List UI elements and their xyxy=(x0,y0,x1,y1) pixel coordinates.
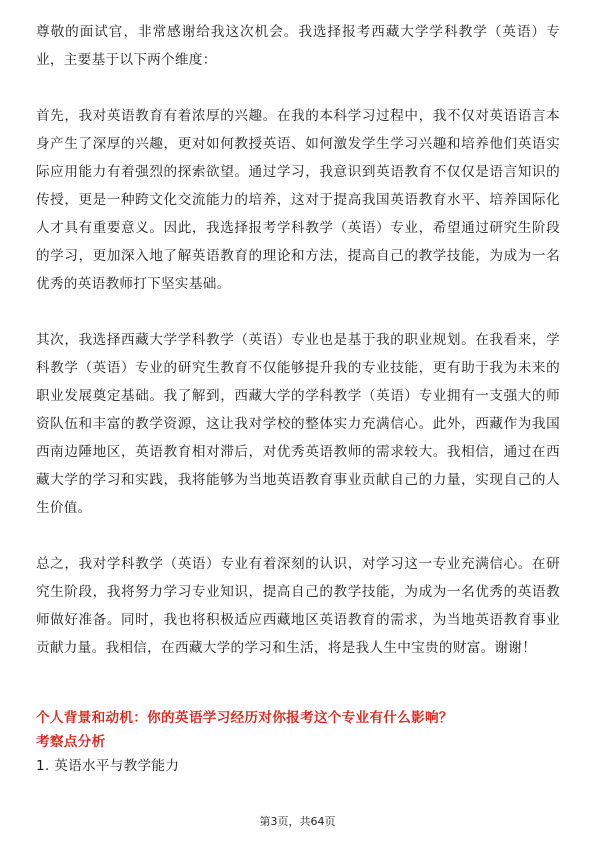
document-body xyxy=(36,18,560,778)
analysis-point: 1. 英语水平与教学能力 xyxy=(36,758,180,774)
paragraph-spacer xyxy=(36,298,560,326)
second-reason-paragraph: 其次，我选择西藏大学学科教学（英语）专业也是基于我的职业规划。在我看来，学科教学（英语）专业的研究生教育不仅能够提升我的专业技能，更有助于我为未来的职业发展奠定基础。我了解到，西藏大学的学科教学（英语）专业拥有一支强大的师资队伍和丰富的教学资源，这让我对学校的整体实力充满信心。此外，西藏作为我国西南边陲地区，英语教育相对滞后，对优秀英语教师的需求较大。我相信，通过在西藏大学的学习和实践，我将能够为当地英语教育事业贡献自己的力量，实现自己的人生价值。 xyxy=(36,332,560,516)
paragraph-spacer xyxy=(36,74,560,102)
analysis-heading: 考察点分析 xyxy=(36,734,106,750)
paragraph-spacer xyxy=(36,522,560,550)
first-reason-paragraph: 首先，我对英语教育有着浓厚的兴趣。在我的本科学习过程中，我不仅对英语语言本身产生了深厚的兴趣，更对如何教授英语、如何激发学生学习兴趣和培养他们英语实际应用能力有着强烈的探索欲望。通过学习，我意识到英语教育不仅仅是语言知识的传授，更是一种跨文化交流能力的培养，这对于提高我国英语教育水平、培养国际化人才具有重要意义。因此，我选择报考学科教学（英语）专业，希望通过研究生阶段的学习，更加深入地了解英语教育的理论和方法，提高自己的教学技能，为成为一名优秀的英语教师打下坚实基础。 xyxy=(36,108,560,292)
interview-question: 个人背景和动机：你的英语学习经历对你报考这个专业有什么影响？ xyxy=(36,710,453,726)
section-spacer xyxy=(36,690,560,706)
conclusion-paragraph: 总之，我对学科教学（英语）专业有着深刻的认识，对学习这一专业充满信心。在研究生阶段，我将努力学习专业知识，提高自己的教学技能，为成为一名优秀的英语教师做好准备。同时，我也将积极适应西藏地区英语教育的需求，为当地英语教育事业贡献力量。我相信，在西藏大学的学习和生活，将是我人生中宝贵的财富。谢谢！ xyxy=(36,556,560,656)
page-number-footer: 第3页，共64页 xyxy=(259,815,336,828)
intro-paragraph: 尊敬的面试官，非常感谢给我这次机会。我选择报考西藏大学学科教学（英语）专业，主要基于以下两个维度： xyxy=(36,24,560,68)
